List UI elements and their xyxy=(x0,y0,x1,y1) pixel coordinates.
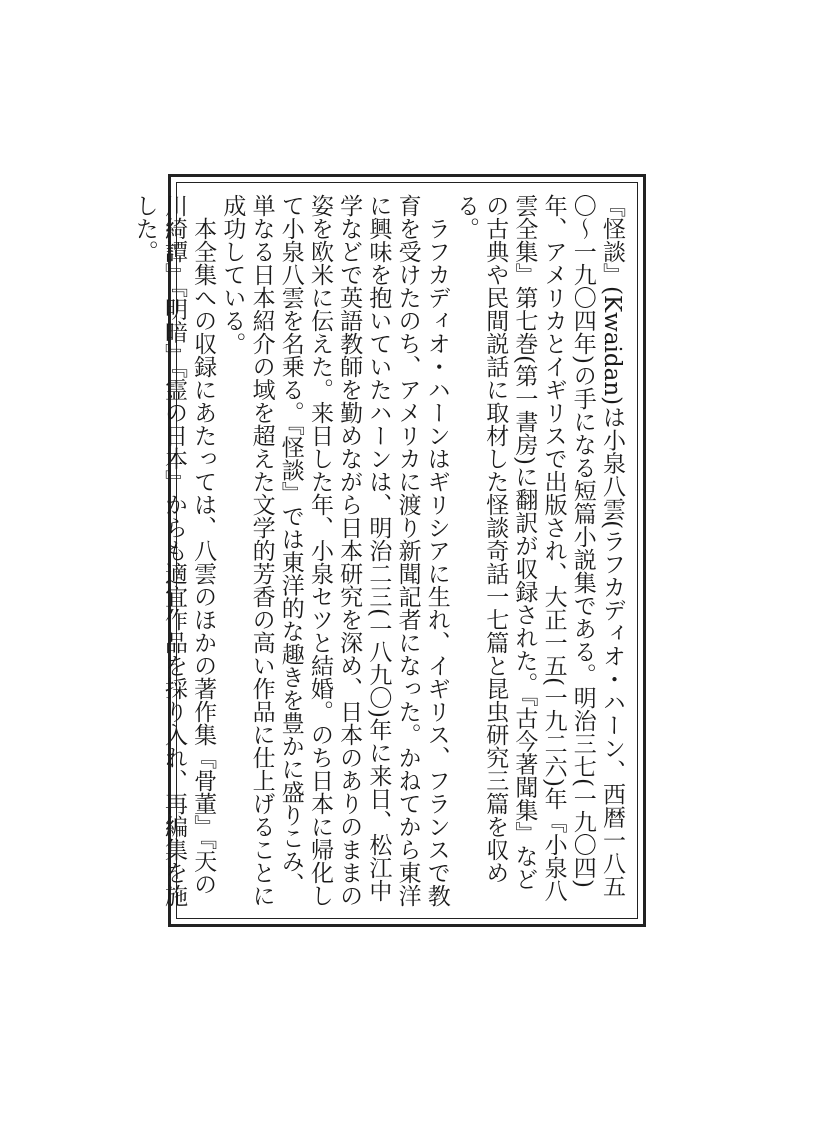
paragraph-intro: 『怪談』(Kwaidan)は小泉八雲(ラフカディオ・ハーン、西暦一八五〇〜一九〇四年)の手になる短篇小説集である。明治三七(一九〇四)年、アメリカとイギリスで出版され、大正一五(一九二六)年『小泉八雲全集』第七巻(第一書房)に翻訳が収録された。『古今著聞集』などの古典や民間説話に取材した怪談奇話一七篇と昆虫研究三篇を収める。 xyxy=(452,194,625,902)
paragraph-editorial-note: 本全集への収録にあたっては、八雲のほかの著作集『骨董』『天の川綺譚』『明暗』『霊の日本』からも適宜作品を採り入れ、再編集を施した。 xyxy=(131,194,217,907)
paragraph-biography: ラフカディオ・ハーンはギリシアに生れ、イギリス、フランスで教育を受けたのち、アメリカに渡り新聞記者になった。かねてから東洋に興味を抱いていたハーンは、明治二三(一八九〇)年に来日、松江中学などで英語教師を勤めながら日本研究を深め、日本のありのままの姿を欧米に伝えた。来日した年、小泉セツと結婚。のち日本に帰化して小泉八雲を名乗る。『怪談』では東洋的な趣きを豊かに盛りこみ、単なる日本紹介の域を超えた文学的芳香の高い作品に仕上げることに成功している。 xyxy=(219,194,450,907)
body-text xyxy=(131,194,626,910)
